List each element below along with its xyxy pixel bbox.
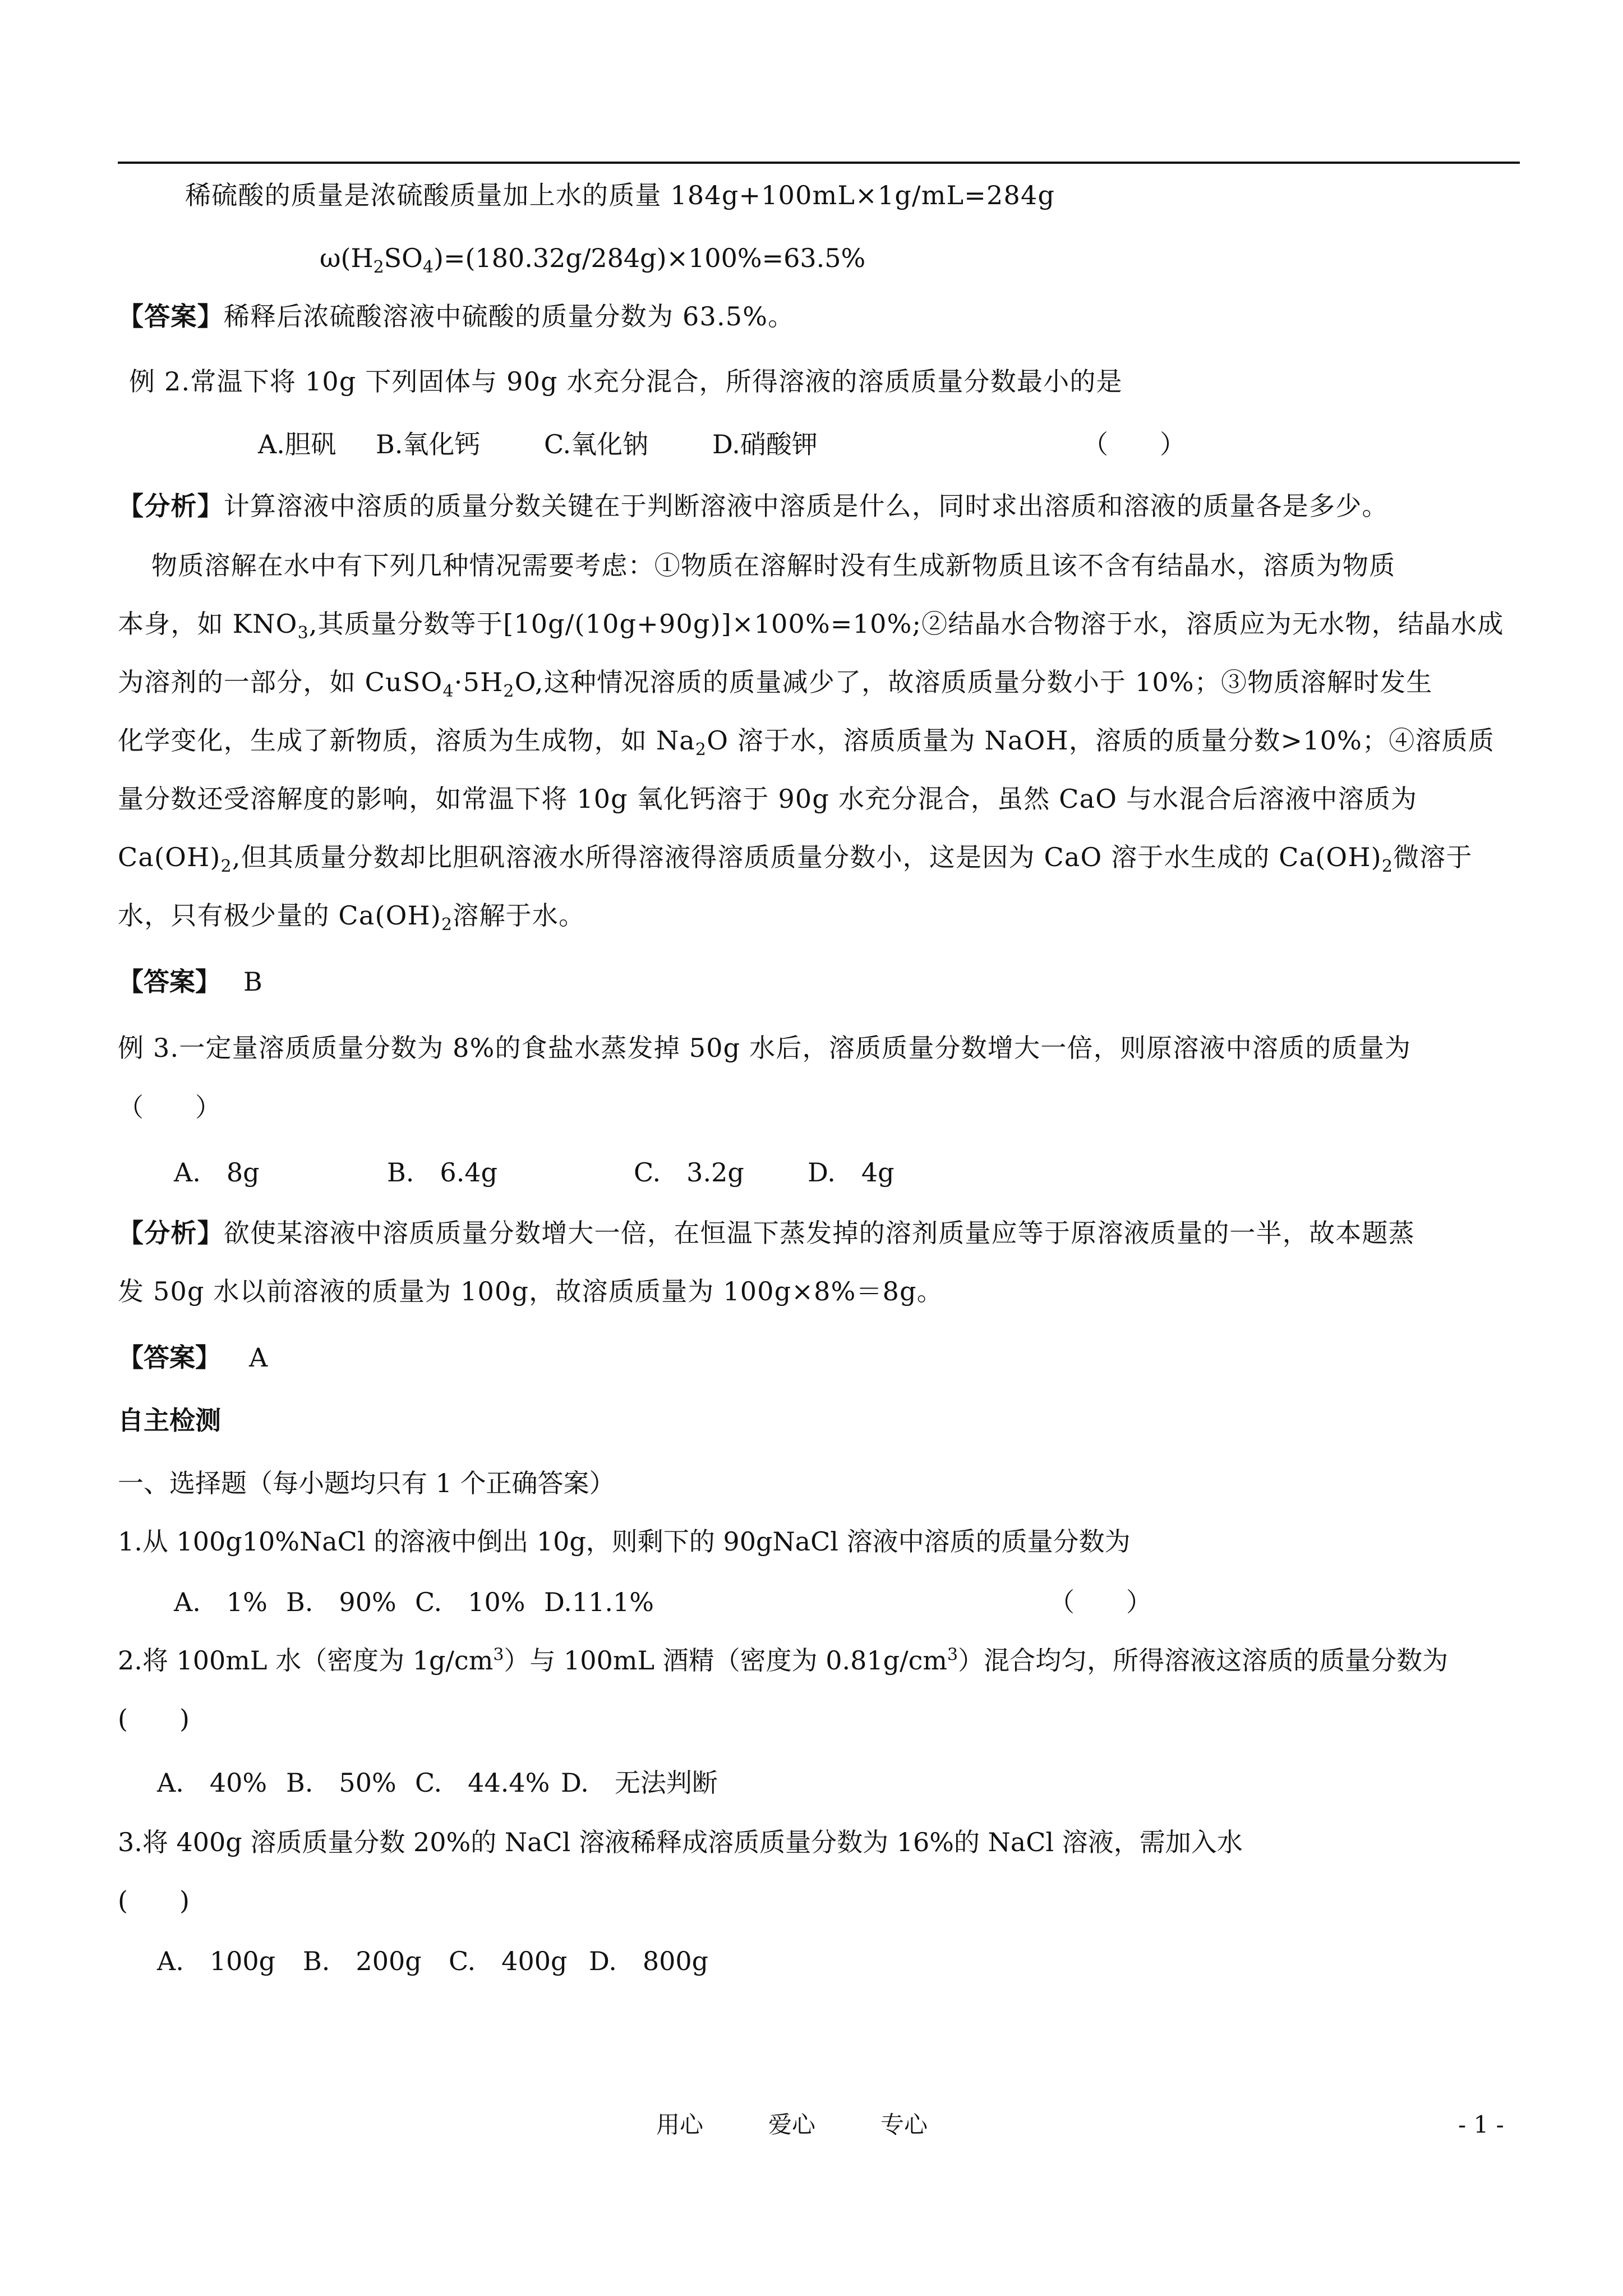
answer-line: 【答案】 B — [118, 967, 262, 997]
answer-line: 【答案】稀释后浓硫酸溶液中硫酸的质量分数为 63.5%。 — [118, 301, 795, 332]
option-d: D.硝酸钾 — [712, 429, 818, 459]
option-c: C. 44.4% — [415, 1768, 550, 1798]
analysis-paragraph-line: 本身，如 $KNO_3$,其质量分数等于[10g/(10g+90g)]×100%=10%;②结晶水合物溶于水，溶质应为无水物，结晶水成 — [118, 609, 1504, 643]
analysis-paragraph-line: 为溶剂的一部分，如 $CuSO_4\cdot 5H_2O$,这种情况溶质的质量减少了，故溶质质量分数小于 10%；③物质溶解时发生 — [118, 667, 1433, 702]
header-rule — [118, 162, 1520, 164]
answer-line: 【答案】 A — [118, 1342, 268, 1373]
option-c: C. 3.2g — [634, 1157, 744, 1188]
answer-blank: （ ） — [1082, 429, 1186, 459]
option-a: A. 100g — [157, 1946, 276, 1976]
example-3-question: 例 3.一定量溶质质量分数为 8%的食盐水蒸发掉 50g 水后，溶质质量分数增大一倍，则原溶液中溶质的质量为 — [118, 1033, 1412, 1063]
page-number: - 1 - — [1458, 2111, 1504, 2138]
answer-blank: （ ） — [1049, 1587, 1152, 1617]
option-a: A.胆矾 — [258, 429, 336, 459]
analysis-line: 【分析】欲使某溶液中溶质质量分数增大一倍，在恒温下蒸发掉的溶剂质量应等于原溶液质量的一半，故本题蒸 — [118, 1218, 1415, 1248]
option-a: A. 8g — [174, 1157, 260, 1188]
analysis-line: 【分析】计算溶液中溶质的质量分数关键在于判断溶液中溶质是什么，同时求出溶质和溶液的质量各是多少。 — [118, 491, 1389, 521]
option-b: B. 6.4g — [387, 1157, 498, 1188]
answer-blank: ( ) — [118, 1704, 190, 1734]
example-2-question: 例 2.常温下将 10g 下列固体与 90g 水充分混合，所得溶液的溶质质量分数最小的是 — [129, 366, 1123, 397]
option-c: C. 10% — [415, 1587, 525, 1617]
option-d: D. 800g — [589, 1946, 709, 1976]
option-d: D. 无法判断 — [561, 1768, 718, 1798]
option-b: B. 50% — [286, 1768, 396, 1798]
section-title: 自主检测 — [118, 1405, 221, 1435]
option-d: D. 4g — [808, 1157, 895, 1188]
option-a: A. 40% — [157, 1768, 268, 1798]
analysis-paragraph-line: 物质溶解在水中有下列几种情况需要考虑：①物质在溶解时没有生成新物质且该不含有结晶水，溶质为物质 — [151, 550, 1396, 581]
text-line: 稀硫酸的质量是浓硫酸质量加上水的质量 184g+100mL×1g/mL=284g — [185, 180, 1055, 210]
answer-blank: （ ） — [118, 1092, 221, 1122]
footer-text: 专心 — [880, 2111, 928, 2138]
answer-blank: ( ) — [118, 1885, 190, 1916]
analysis-paragraph-line: 化学变化，生成了新物质，溶质为生成物，如 $Na_2O$ 溶于水，溶质质量为 NaOH，溶质的质量分数>10%；④溶质质 — [118, 725, 1495, 760]
question-2: 2.将 100mL 水（密度为 $1g/cm^3$）与 100mL 酒精（密度为 $0.81g/cm^3$）混合均匀，所得溶液这溶质的质量分数为 — [118, 1645, 1449, 1676]
analysis-paragraph-line: 水，只有极少量的 $Ca(OH)_2$溶解于水。 — [118, 900, 585, 935]
option-b: B.氧化钙 — [376, 429, 481, 459]
footer-text: 爱心 — [768, 2111, 816, 2138]
part-heading: 一、选择题（每小题均只有 1 个正确答案） — [118, 1468, 615, 1498]
analysis-paragraph-line: $Ca(OH)_2$,但其质量分数却比胆矾溶液水所得溶液得溶质质量分数小，这是因为 CaO 溶于水生成的 $Ca(OH)_2$微溶于 — [118, 842, 1473, 877]
option-c: C.氧化钠 — [544, 429, 649, 459]
option-b: B. 90% — [286, 1587, 396, 1617]
question-3: 3.将 400g 溶质质量分数 20%的 NaCl 溶液稀释成溶质质量分数为 16%的 NaCl 溶液，需加入水 — [118, 1827, 1243, 1857]
question-1: 1.从 100g10%NaCl 的溶液中倒出 10g，则剩下的 90gNaCl 溶液中溶质的质量分数为 — [118, 1526, 1131, 1557]
option-b: B. 200g — [303, 1946, 422, 1976]
footer-text: 用心 — [656, 2111, 704, 2138]
formula-line: $\omega(H_2SO_4)=(180.32g/284g)\times 100\%=63.5\%$ — [320, 243, 866, 278]
analysis-line: 发 50g 水以前溶液的质量为 100g，故溶质质量为 100g×8%＝8g。 — [118, 1276, 943, 1306]
option-a: A. 1% — [174, 1587, 268, 1617]
analysis-paragraph-line: 量分数还受溶解度的影响，如常温下将 10g 氧化钙溶于 90g 水充分混合，虽然 CaO 与水混合后溶液中溶质为 — [118, 784, 1418, 814]
option-d: D.11.1% — [544, 1587, 654, 1617]
option-c: C. 400g — [449, 1946, 568, 1976]
